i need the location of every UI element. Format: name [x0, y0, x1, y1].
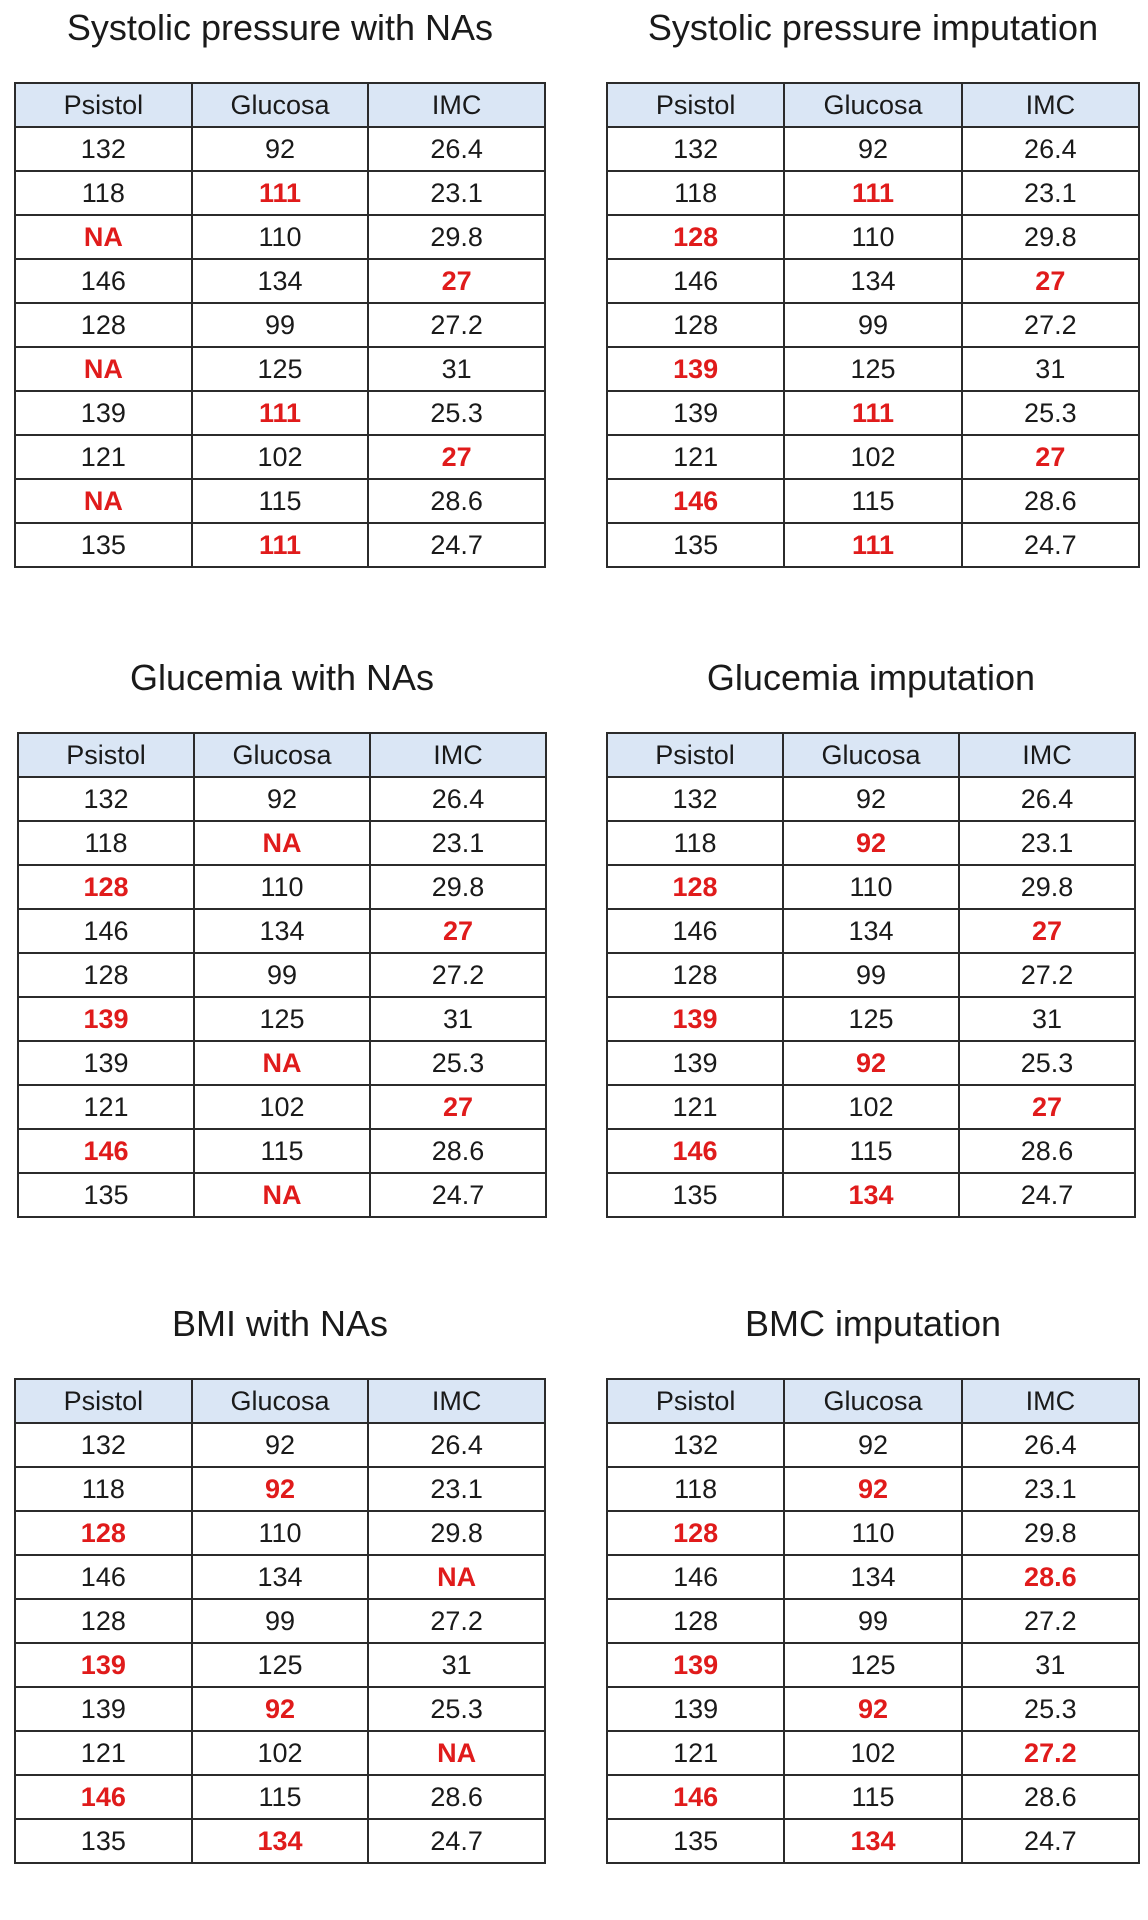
table-cell: 31 — [959, 997, 1135, 1041]
table-cell: 25.3 — [962, 391, 1139, 435]
column-header: Psistol — [607, 83, 784, 127]
table-cell: 128 — [607, 953, 783, 997]
highlighted-cell: 111 — [784, 391, 961, 435]
panel-title: BMC imputation — [744, 1303, 1002, 1344]
data-table — [606, 732, 1136, 1218]
table-cell: 27.2 — [370, 953, 546, 997]
table-row — [18, 997, 546, 1041]
table-cell: 110 — [192, 1511, 369, 1555]
table-cell: 128 — [15, 303, 192, 347]
table-row — [607, 909, 1135, 953]
highlighted-cell: 27.2 — [962, 1731, 1139, 1775]
table-row — [15, 1511, 545, 1555]
highlighted-cell: 27 — [370, 909, 546, 953]
table-cell: 139 — [607, 1041, 783, 1085]
table-cell: 139 — [15, 391, 192, 435]
table-cell: 25.3 — [368, 1687, 545, 1731]
data-table — [17, 732, 547, 1218]
highlighted-cell: 27 — [368, 435, 545, 479]
table-cell: 23.1 — [959, 821, 1135, 865]
table-cell: 135 — [15, 1819, 192, 1863]
highlighted-cell: 27 — [370, 1085, 546, 1129]
table-row — [15, 1555, 545, 1599]
table-row — [15, 303, 545, 347]
highlighted-cell: 128 — [607, 215, 784, 259]
table-cell: 121 — [15, 1731, 192, 1775]
highlighted-cell: 111 — [784, 523, 961, 567]
table-cell: 27.2 — [368, 1599, 545, 1643]
table-row — [15, 1819, 545, 1863]
table-cell: 31 — [962, 1643, 1139, 1687]
table-cell: 134 — [784, 1555, 961, 1599]
table-cell: 125 — [784, 347, 961, 391]
data-table — [606, 1378, 1140, 1864]
table-cell: 92 — [194, 777, 370, 821]
table-cell: 24.7 — [959, 1173, 1135, 1217]
data-table — [14, 82, 546, 568]
column-header: Glucosa — [783, 733, 959, 777]
table-cell: 24.7 — [368, 523, 545, 567]
table-cell: 23.1 — [370, 821, 546, 865]
panel-bmc-imputation — [606, 1296, 1140, 1918]
highlighted-cell: 27 — [959, 1085, 1135, 1129]
highlighted-cell: 146 — [15, 1775, 192, 1819]
table-cell: 121 — [18, 1085, 194, 1129]
table-cell: 25.3 — [370, 1041, 546, 1085]
table-cell: 102 — [784, 1731, 961, 1775]
table-row — [607, 1085, 1135, 1129]
table-cell: 139 — [15, 1687, 192, 1731]
table-cell: 121 — [607, 1085, 783, 1129]
table-cell: 121 — [607, 435, 784, 479]
table-cell: 26.4 — [370, 777, 546, 821]
table-cell: 102 — [192, 1731, 369, 1775]
table-cell: 23.1 — [962, 171, 1139, 215]
table-cell: 92 — [192, 127, 369, 171]
highlighted-cell: 27 — [368, 259, 545, 303]
highlighted-cell: 111 — [192, 523, 369, 567]
table-cell: 146 — [18, 909, 194, 953]
table-row — [607, 435, 1139, 479]
table-cell: 121 — [607, 1731, 784, 1775]
table-row — [607, 1467, 1139, 1511]
highlighted-cell: 134 — [192, 1819, 369, 1863]
table-cell: 115 — [784, 479, 961, 523]
highlighted-cell: 139 — [607, 347, 784, 391]
table-cell: 23.1 — [368, 171, 545, 215]
table-row — [15, 259, 545, 303]
highlighted-cell: 111 — [192, 171, 369, 215]
table-row — [607, 127, 1139, 171]
table-cell: 146 — [607, 909, 783, 953]
table-cell: 118 — [15, 1467, 192, 1511]
table-row — [607, 997, 1135, 1041]
highlighted-cell: NA — [368, 1731, 545, 1775]
table-cell: 115 — [194, 1129, 370, 1173]
table-row — [15, 171, 545, 215]
table-cell: 92 — [783, 777, 959, 821]
highlighted-cell: 111 — [192, 391, 369, 435]
table-cell: 23.1 — [368, 1467, 545, 1511]
column-header: IMC — [368, 83, 545, 127]
highlighted-cell: 128 — [607, 1511, 784, 1555]
table-cell: 31 — [368, 1643, 545, 1687]
highlighted-cell: 139 — [607, 997, 783, 1041]
table-cell: 118 — [607, 171, 784, 215]
table-row — [607, 1423, 1139, 1467]
table-cell: 139 — [18, 1041, 194, 1085]
panel-systolic-na — [14, 0, 546, 622]
table-row — [607, 1173, 1135, 1217]
table-cell: 132 — [15, 1423, 192, 1467]
table-row — [607, 1687, 1139, 1731]
table-cell: 132 — [607, 1423, 784, 1467]
column-header: Psistol — [607, 1379, 784, 1423]
highlighted-cell: 146 — [607, 1775, 784, 1819]
table-row — [607, 171, 1139, 215]
highlighted-cell: NA — [15, 347, 192, 391]
highlighted-cell: NA — [194, 1041, 370, 1085]
header-row — [607, 83, 1139, 127]
table-row — [607, 1511, 1139, 1555]
table-row — [15, 1467, 545, 1511]
table-cell: 132 — [607, 777, 783, 821]
table-cell: 92 — [784, 1423, 961, 1467]
table-cell: 29.8 — [962, 1511, 1139, 1555]
column-header: Glucosa — [194, 733, 370, 777]
highlighted-cell: 139 — [18, 997, 194, 1041]
table-cell: 115 — [784, 1775, 961, 1819]
table-cell: 134 — [784, 259, 961, 303]
panel-title: BMI with NAs — [171, 1303, 389, 1344]
highlighted-cell: NA — [194, 1173, 370, 1217]
table-cell: 27.2 — [962, 1599, 1139, 1643]
table-cell: 25.3 — [368, 391, 545, 435]
panel-title: Systolic pressure imputation — [647, 7, 1099, 48]
highlighted-cell: 146 — [607, 479, 784, 523]
table-cell: 23.1 — [962, 1467, 1139, 1511]
table-cell: 125 — [194, 997, 370, 1041]
table-cell: 115 — [783, 1129, 959, 1173]
highlighted-cell: NA — [15, 215, 192, 259]
table-row — [607, 1819, 1139, 1863]
column-header: IMC — [959, 733, 1135, 777]
table-cell: 125 — [192, 1643, 369, 1687]
column-header: IMC — [962, 1379, 1139, 1423]
table-cell: 135 — [15, 523, 192, 567]
highlighted-cell: 92 — [192, 1687, 369, 1731]
table-cell: 99 — [783, 953, 959, 997]
highlighted-cell: 27 — [959, 909, 1135, 953]
table-cell: 92 — [192, 1423, 369, 1467]
table-cell: 102 — [783, 1085, 959, 1129]
table-row — [607, 1041, 1135, 1085]
table-row — [15, 435, 545, 479]
highlighted-cell: 28.6 — [962, 1555, 1139, 1599]
table-row — [18, 1041, 546, 1085]
table-row — [15, 1423, 545, 1467]
table-row — [15, 523, 545, 567]
table-row — [15, 479, 545, 523]
table-cell: 25.3 — [959, 1041, 1135, 1085]
highlighted-cell: 139 — [607, 1643, 784, 1687]
table-cell: 110 — [192, 215, 369, 259]
table-row — [607, 865, 1135, 909]
table-cell: 26.4 — [962, 1423, 1139, 1467]
column-header: Glucosa — [784, 1379, 961, 1423]
header-row — [18, 733, 546, 777]
highlighted-cell: 92 — [783, 1041, 959, 1085]
table-cell: 25.3 — [962, 1687, 1139, 1731]
panel-title: Glucemia with NAs — [129, 657, 435, 698]
table-cell: 132 — [607, 127, 784, 171]
table-row — [18, 1173, 546, 1217]
header-row — [15, 1379, 545, 1423]
header-row — [15, 83, 545, 127]
table-cell: 110 — [784, 1511, 961, 1555]
table-cell: 118 — [607, 821, 783, 865]
table-cell: 26.4 — [368, 1423, 545, 1467]
table-row — [607, 347, 1139, 391]
table-row — [607, 953, 1135, 997]
table-cell: 99 — [194, 953, 370, 997]
header-row — [607, 733, 1135, 777]
table-row — [607, 259, 1139, 303]
highlighted-cell: 92 — [784, 1467, 961, 1511]
table-cell: 24.7 — [370, 1173, 546, 1217]
table-cell: 146 — [15, 1555, 192, 1599]
table-row — [607, 821, 1135, 865]
table-cell: 29.8 — [368, 215, 545, 259]
table-cell: 128 — [607, 1599, 784, 1643]
table-row — [15, 1731, 545, 1775]
table-cell: 102 — [192, 435, 369, 479]
table-cell: 29.8 — [959, 865, 1135, 909]
table-row — [607, 1775, 1139, 1819]
table-row — [18, 1129, 546, 1173]
table-row — [607, 1129, 1135, 1173]
table-cell: 125 — [784, 1643, 961, 1687]
column-header: Glucosa — [192, 83, 369, 127]
table-cell: 146 — [15, 259, 192, 303]
column-header: Psistol — [18, 733, 194, 777]
highlighted-cell: 27 — [962, 435, 1139, 479]
panel-bmi-na — [14, 1296, 546, 1918]
table-cell: 29.8 — [368, 1511, 545, 1555]
table-cell: 102 — [784, 435, 961, 479]
panel-title: Glucemia imputation — [706, 657, 1036, 698]
data-table — [606, 82, 1140, 568]
table-row — [15, 391, 545, 435]
table-cell: 115 — [192, 1775, 369, 1819]
table-cell: 134 — [192, 1555, 369, 1599]
table-row — [15, 1643, 545, 1687]
header-row — [607, 1379, 1139, 1423]
table-cell: 134 — [192, 259, 369, 303]
highlighted-cell: 134 — [784, 1819, 961, 1863]
table-cell: 99 — [192, 1599, 369, 1643]
table-cell: 110 — [194, 865, 370, 909]
highlighted-cell: NA — [194, 821, 370, 865]
column-header: Psistol — [15, 83, 192, 127]
highlighted-cell: 139 — [15, 1643, 192, 1687]
table-cell: 99 — [784, 303, 961, 347]
panel-glucemia-imputation — [606, 652, 1136, 1274]
highlighted-cell: 27 — [962, 259, 1139, 303]
table-cell: 92 — [784, 127, 961, 171]
highlighted-cell: 146 — [607, 1129, 783, 1173]
panel-title: Systolic pressure with NAs — [66, 7, 494, 48]
table-cell: 134 — [783, 909, 959, 953]
table-cell: 139 — [607, 1687, 784, 1731]
table-row — [607, 777, 1135, 821]
panel-systolic-imputation — [606, 0, 1140, 622]
table-row — [15, 215, 545, 259]
table-cell: 135 — [18, 1173, 194, 1217]
table-cell: 139 — [607, 391, 784, 435]
table-cell: 135 — [607, 523, 784, 567]
table-cell: 28.6 — [368, 479, 545, 523]
table-cell: 118 — [15, 171, 192, 215]
column-header: IMC — [370, 733, 546, 777]
table-row — [607, 1555, 1139, 1599]
table-row — [607, 479, 1139, 523]
highlighted-cell: NA — [368, 1555, 545, 1599]
table-cell: 29.8 — [962, 215, 1139, 259]
table-row — [607, 215, 1139, 259]
table-row — [18, 909, 546, 953]
highlighted-cell: 134 — [783, 1173, 959, 1217]
table-row — [607, 523, 1139, 567]
table-row — [15, 347, 545, 391]
highlighted-cell: 146 — [18, 1129, 194, 1173]
table-row — [607, 1731, 1139, 1775]
table-cell: 118 — [607, 1467, 784, 1511]
highlighted-cell: 111 — [784, 171, 961, 215]
table-cell: 26.4 — [962, 127, 1139, 171]
table-cell: 28.6 — [962, 479, 1139, 523]
table-row — [18, 953, 546, 997]
highlighted-cell: 128 — [607, 865, 783, 909]
highlighted-cell: 92 — [192, 1467, 369, 1511]
table-cell: 26.4 — [959, 777, 1135, 821]
table-row — [607, 391, 1139, 435]
table-cell: 128 — [607, 303, 784, 347]
table-cell: 135 — [607, 1819, 784, 1863]
table-cell: 132 — [15, 127, 192, 171]
table-cell: 26.4 — [368, 127, 545, 171]
table-cell: 132 — [18, 777, 194, 821]
table-cell: 28.6 — [370, 1129, 546, 1173]
highlighted-cell: 128 — [15, 1511, 192, 1555]
table-cell: 102 — [194, 1085, 370, 1129]
table-cell: 24.7 — [962, 523, 1139, 567]
table-cell: 146 — [607, 259, 784, 303]
table-cell: 28.6 — [959, 1129, 1135, 1173]
highlighted-cell: 128 — [18, 865, 194, 909]
table-row — [607, 1599, 1139, 1643]
table-cell: 118 — [18, 821, 194, 865]
table-row — [18, 777, 546, 821]
table-row — [18, 865, 546, 909]
table-row — [18, 1085, 546, 1129]
table-cell: 27.2 — [959, 953, 1135, 997]
table-row — [18, 821, 546, 865]
highlighted-cell: NA — [15, 479, 192, 523]
table-cell: 115 — [192, 479, 369, 523]
table-cell: 125 — [783, 997, 959, 1041]
table-cell: 110 — [783, 865, 959, 909]
table-cell: 31 — [370, 997, 546, 1041]
table-cell: 128 — [18, 953, 194, 997]
table-cell: 125 — [192, 347, 369, 391]
table-cell: 28.6 — [962, 1775, 1139, 1819]
table-cell: 31 — [368, 347, 545, 391]
table-cell: 99 — [192, 303, 369, 347]
table-cell: 24.7 — [368, 1819, 545, 1863]
column-header: Psistol — [15, 1379, 192, 1423]
panel-glucemia-na — [17, 652, 547, 1274]
table-cell: 99 — [784, 1599, 961, 1643]
table-cell: 27.2 — [368, 303, 545, 347]
table-cell: 135 — [607, 1173, 783, 1217]
table-cell: 134 — [194, 909, 370, 953]
table-cell: 27.2 — [962, 303, 1139, 347]
column-header: Psistol — [607, 733, 783, 777]
table-cell: 146 — [607, 1555, 784, 1599]
table-row — [15, 1687, 545, 1731]
table-row — [607, 303, 1139, 347]
highlighted-cell: 92 — [784, 1687, 961, 1731]
column-header: Glucosa — [784, 83, 961, 127]
table-cell: 121 — [15, 435, 192, 479]
table-row — [15, 127, 545, 171]
data-table — [14, 1378, 546, 1864]
table-row — [15, 1599, 545, 1643]
table-cell: 110 — [784, 215, 961, 259]
table-row — [15, 1775, 545, 1819]
table-cell: 29.8 — [370, 865, 546, 909]
column-header: IMC — [368, 1379, 545, 1423]
table-cell: 31 — [962, 347, 1139, 391]
table-cell: 24.7 — [962, 1819, 1139, 1863]
highlighted-cell: 92 — [783, 821, 959, 865]
table-cell: 128 — [15, 1599, 192, 1643]
column-header: Glucosa — [192, 1379, 369, 1423]
table-row — [607, 1643, 1139, 1687]
table-cell: 28.6 — [368, 1775, 545, 1819]
column-header: IMC — [962, 83, 1139, 127]
